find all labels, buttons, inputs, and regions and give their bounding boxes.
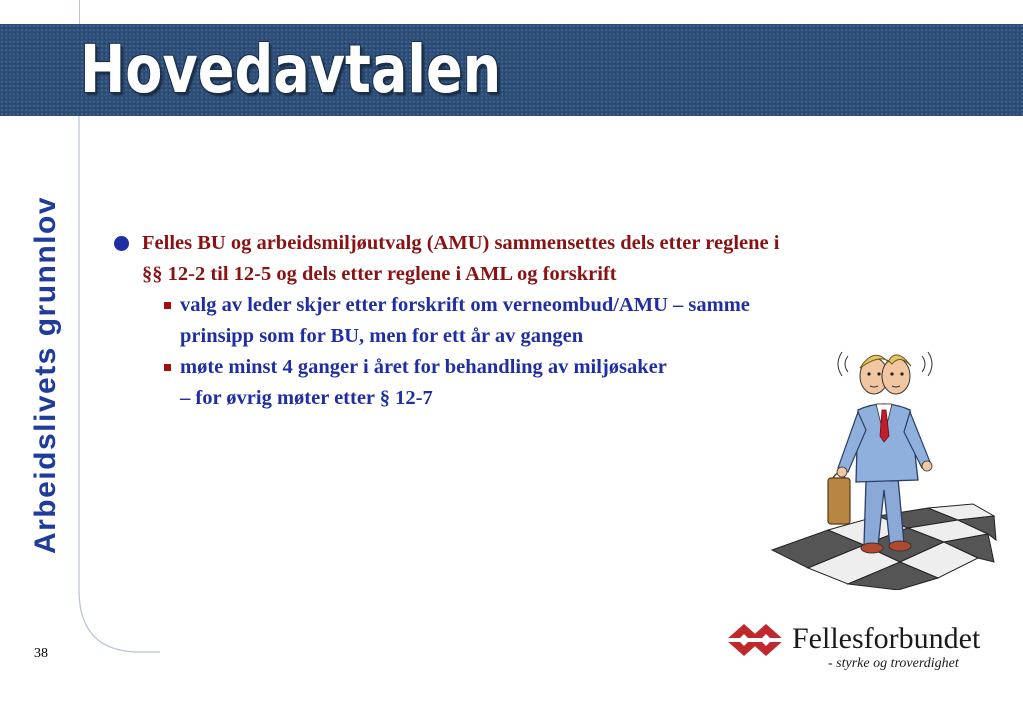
- square-bullet-icon: [164, 364, 171, 371]
- page-number: 38: [34, 646, 48, 661]
- fellesforbundet-logo: [724, 614, 1004, 678]
- side-title-container: [26, 140, 66, 610]
- round-bullet-icon: [114, 236, 129, 251]
- sub-item-line-2: – for øvrig møter etter § 12-7: [180, 387, 433, 409]
- man-illustration: [768, 340, 998, 590]
- bullet-item: [112, 228, 982, 290]
- logo-name: Fellesforbundet: [792, 622, 981, 655]
- bullet-line-2: §§ 12-2 til 12-5 og dels etter reglene i AML og forskrift: [142, 263, 617, 285]
- fellesforbundet-logo-mark-icon: [724, 618, 786, 662]
- logo-tagline: - styrke og troverdighet: [828, 656, 959, 671]
- slide-title: Hovedavtalen: [80, 31, 502, 108]
- sub-item-line-2: prinsipp som for BU, men for ett år av gangen: [180, 325, 584, 347]
- side-title: Arbeidslivets grunnlov: [29, 195, 62, 555]
- square-bullet-icon: [164, 302, 171, 309]
- sub-item-line-1: møte minst 4 ganger i året for behandling av miljøsaker: [180, 356, 667, 378]
- sub-item-line-1: valg av leder skjer etter forskrift om verneombud/AMU – samme: [180, 294, 750, 316]
- bullet-line-1: Felles BU og arbeidsmiljøutvalg (AMU) sammensettes dels etter reglene i: [142, 232, 780, 254]
